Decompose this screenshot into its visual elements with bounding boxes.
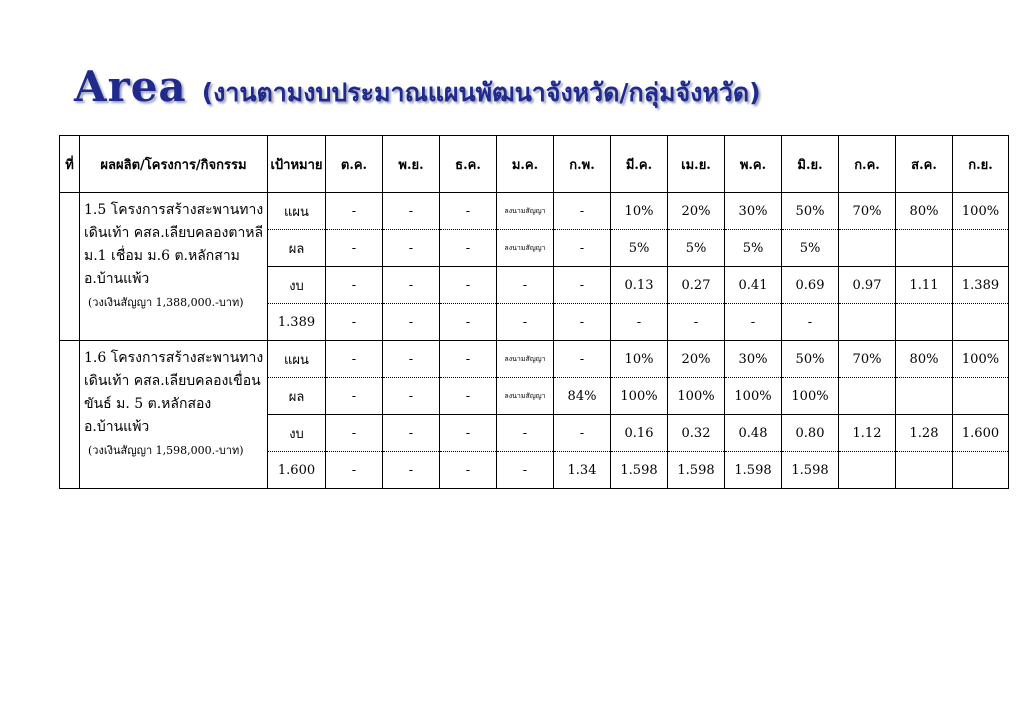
- month-value-cell: -: [497, 452, 554, 489]
- column-header: ธ.ค.: [440, 136, 497, 193]
- month-value-cell: 70%: [839, 341, 896, 378]
- column-header: เม.ย.: [668, 136, 725, 193]
- month-value-cell: 5%: [668, 230, 725, 267]
- month-value-cell: 1.11: [896, 267, 953, 304]
- column-header: ที่: [60, 136, 80, 193]
- column-header: มิ.ย.: [782, 136, 839, 193]
- month-value-cell: [896, 304, 953, 341]
- column-header: ต.ค.: [326, 136, 383, 193]
- month-value-cell: -: [440, 452, 497, 489]
- month-value-cell: 100%: [725, 378, 782, 415]
- column-header: ส.ค.: [896, 136, 953, 193]
- month-value-cell: 100%: [611, 378, 668, 415]
- month-value-cell: -: [383, 415, 440, 452]
- month-value-cell: -: [782, 304, 839, 341]
- month-value-cell: -: [554, 267, 611, 304]
- month-value-cell: -: [554, 304, 611, 341]
- column-header: ก.ย.: [953, 136, 1009, 193]
- project-name: 1.6 โครงการสร้างสะพานทางเดินเท้า คสล.เลียบคลองเขื่อนขันธ์ ม. 5 ต.หลักสอง อ.บ้านแพ้ว: [84, 350, 264, 435]
- month-value-cell: [953, 230, 1009, 267]
- month-value-cell: 0.16: [611, 415, 668, 452]
- month-value-cell: 30%: [725, 341, 782, 378]
- month-value-cell: -: [611, 304, 668, 341]
- column-header: ม.ค.: [497, 136, 554, 193]
- table-row: [60, 193, 1009, 230]
- row-number: [60, 193, 80, 341]
- month-value-cell: -: [440, 267, 497, 304]
- month-value-cell: 0.41: [725, 267, 782, 304]
- row-number: [60, 341, 80, 489]
- month-value-cell: ลงนามสัญญา: [497, 230, 554, 267]
- month-value-cell: -: [554, 341, 611, 378]
- project-block: [60, 193, 1009, 341]
- plan-table: [59, 135, 1009, 489]
- month-value-cell: -: [497, 415, 554, 452]
- column-header: ก.พ.: [554, 136, 611, 193]
- target-cell: แผน: [268, 341, 326, 378]
- month-value-cell: -: [326, 267, 383, 304]
- target-cell: ผล: [268, 378, 326, 415]
- column-header: ก.ค.: [839, 136, 896, 193]
- month-value-cell: 1.389: [953, 267, 1009, 304]
- month-value-cell: -: [383, 230, 440, 267]
- month-value-cell: -: [326, 341, 383, 378]
- column-header: ผลผลิต/โครงการ/กิจกรรม: [80, 136, 268, 193]
- month-value-cell: 0.13: [611, 267, 668, 304]
- month-value-cell: 1.600: [953, 415, 1009, 452]
- month-value-cell: [953, 378, 1009, 415]
- month-value-cell: 0.80: [782, 415, 839, 452]
- month-value-cell: [839, 304, 896, 341]
- table-row: [60, 341, 1009, 378]
- month-value-cell: 1.598: [611, 452, 668, 489]
- month-value-cell: -: [326, 193, 383, 230]
- month-value-cell: -: [383, 267, 440, 304]
- month-value-cell: -: [440, 193, 497, 230]
- target-cell: งบ: [268, 415, 326, 452]
- month-value-cell: [953, 304, 1009, 341]
- title-subtitle: (งานตามงบประมาณแผนพัฒนาจังหวัด/กลุ่มจังหวัด): [201, 78, 761, 107]
- target-cell: แผน: [268, 193, 326, 230]
- month-value-cell: 5%: [725, 230, 782, 267]
- month-value-cell: 80%: [896, 341, 953, 378]
- month-value-cell: -: [440, 378, 497, 415]
- month-value-cell: -: [554, 230, 611, 267]
- month-value-cell: 1.34: [554, 452, 611, 489]
- month-value-cell: [953, 452, 1009, 489]
- month-value-cell: ลงนามสัญญา: [497, 341, 554, 378]
- month-value-cell: 1.598: [725, 452, 782, 489]
- month-value-cell: ลงนามสัญญา: [497, 378, 554, 415]
- month-value-cell: 0.27: [668, 267, 725, 304]
- month-value-cell: 100%: [953, 341, 1009, 378]
- page-title: [74, 62, 761, 110]
- month-value-cell: -: [383, 452, 440, 489]
- project-cell: [80, 341, 268, 489]
- contract-amount: (วงเงินสัญญา 1,388,000.-บาท): [88, 296, 244, 309]
- month-value-cell: -: [383, 304, 440, 341]
- month-value-cell: -: [554, 415, 611, 452]
- month-value-cell: 10%: [611, 341, 668, 378]
- month-value-cell: 1.12: [839, 415, 896, 452]
- month-value-cell: [896, 378, 953, 415]
- column-header: เป้าหมาย: [268, 136, 326, 193]
- column-header: พ.ค.: [725, 136, 782, 193]
- month-value-cell: 50%: [782, 341, 839, 378]
- month-value-cell: -: [326, 230, 383, 267]
- month-value-cell: 80%: [896, 193, 953, 230]
- title-main: Area: [74, 62, 187, 111]
- month-value-cell: 30%: [725, 193, 782, 230]
- project-cell: [80, 193, 268, 341]
- month-value-cell: -: [440, 304, 497, 341]
- month-value-cell: 50%: [782, 193, 839, 230]
- month-value-cell: 100%: [953, 193, 1009, 230]
- month-value-cell: 20%: [668, 193, 725, 230]
- month-value-cell: 1.598: [782, 452, 839, 489]
- month-value-cell: -: [383, 341, 440, 378]
- month-value-cell: 0.32: [668, 415, 725, 452]
- target-cell: ผล: [268, 230, 326, 267]
- month-value-cell: 70%: [839, 193, 896, 230]
- header-row: [60, 136, 1009, 193]
- month-value-cell: -: [440, 415, 497, 452]
- month-value-cell: 10%: [611, 193, 668, 230]
- month-value-cell: 5%: [611, 230, 668, 267]
- column-header: พ.ย.: [383, 136, 440, 193]
- month-value-cell: ลงนามสัญญา: [497, 193, 554, 230]
- month-value-cell: -: [326, 415, 383, 452]
- month-value-cell: 0.48: [725, 415, 782, 452]
- target-cell: 1.600: [268, 452, 326, 489]
- month-value-cell: -: [497, 304, 554, 341]
- month-value-cell: [896, 230, 953, 267]
- project-name: 1.5 โครงการสร้างสะพานทางเดินเท้า คสล.เลียบคลองตาหลี ม.1 เชื่อม ม.6 ต.หลักสาม อ.บ้านแพ้ว: [84, 202, 264, 287]
- month-value-cell: -: [497, 267, 554, 304]
- contract-amount: (วงเงินสัญญา 1,598,000.-บาท): [88, 444, 244, 457]
- month-value-cell: [839, 230, 896, 267]
- month-value-cell: 20%: [668, 341, 725, 378]
- month-value-cell: [896, 452, 953, 489]
- month-value-cell: 84%: [554, 378, 611, 415]
- month-value-cell: -: [326, 452, 383, 489]
- month-value-cell: 1.28: [896, 415, 953, 452]
- month-value-cell: -: [440, 230, 497, 267]
- month-value-cell: -: [326, 304, 383, 341]
- month-value-cell: -: [383, 193, 440, 230]
- month-value-cell: -: [554, 193, 611, 230]
- target-cell: งบ: [268, 267, 326, 304]
- month-value-cell: 0.97: [839, 267, 896, 304]
- month-value-cell: [839, 452, 896, 489]
- month-value-cell: -: [440, 341, 497, 378]
- month-value-cell: -: [383, 378, 440, 415]
- month-value-cell: 100%: [668, 378, 725, 415]
- month-value-cell: [839, 378, 896, 415]
- project-block: [60, 341, 1009, 489]
- target-cell: 1.389: [268, 304, 326, 341]
- month-value-cell: -: [668, 304, 725, 341]
- month-value-cell: 0.69: [782, 267, 839, 304]
- month-value-cell: 5%: [782, 230, 839, 267]
- month-value-cell: 100%: [782, 378, 839, 415]
- month-value-cell: 1.598: [668, 452, 725, 489]
- month-value-cell: -: [725, 304, 782, 341]
- month-value-cell: -: [326, 378, 383, 415]
- column-header: มี.ค.: [611, 136, 668, 193]
